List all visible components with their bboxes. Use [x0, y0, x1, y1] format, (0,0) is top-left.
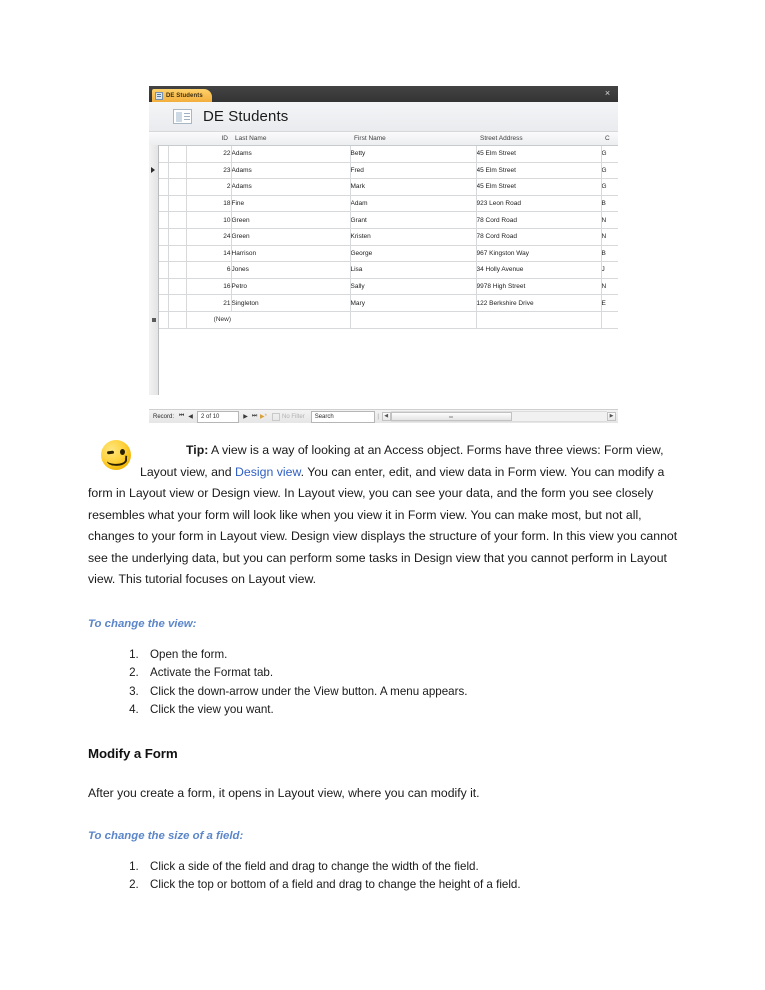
cell-city[interactable]: E: [601, 295, 618, 312]
row-marker: [158, 295, 168, 312]
cell-street-address[interactable]: 45 Elm Street: [476, 179, 601, 196]
row-marker: [158, 311, 168, 328]
cell-last-name[interactable]: Jones: [231, 262, 350, 279]
cell-first-name[interactable]: Mark: [350, 179, 476, 196]
tip-text-after-link: . You can enter, edit, and view data in Form view. You can modify a form in Layout view or Design view. In Layout view, you can see your data, and the form you see closely resembles what your form will look like when you view it in Form view. You can make most, but not all, changes to your form in Layout view. Design view displays the structure of your form. In this view you cannot see the underlying data, but you can perform some tasks in Design view that you cannot perform in Layout view. This tutorial focuses on Layout view.: [88, 464, 678, 586]
row-gap: [168, 278, 186, 295]
row-gap: [168, 228, 186, 245]
table-row[interactable]: [149, 212, 618, 229]
form-view-icon: [173, 109, 192, 124]
row-gap: [168, 262, 186, 279]
row-marker: [158, 146, 168, 163]
new-cell-last-name[interactable]: [231, 311, 350, 328]
table-body: [149, 146, 618, 329]
header-marker: [158, 132, 168, 146]
record-navigation-bar: [149, 409, 618, 423]
row-selector[interactable]: [149, 278, 158, 295]
row-selector[interactable]: [149, 146, 158, 163]
cell-first-name[interactable]: George: [350, 245, 476, 262]
search-input[interactable]: Search: [311, 411, 375, 423]
smiley-mouth: [107, 454, 128, 466]
filter-icon: [272, 413, 280, 421]
document-content: [88, 440, 684, 895]
cell-city[interactable]: G: [601, 146, 618, 163]
table-row[interactable]: [149, 295, 618, 312]
document-tab-label: DE Students: [166, 92, 203, 99]
new-cell-first-name[interactable]: [350, 311, 476, 328]
cell-street-address[interactable]: 78 Cord Road: [476, 228, 601, 245]
column-header-first-name[interactable]: First Name: [350, 132, 476, 146]
section-heading-modify-a-form: Modify a Form: [88, 745, 178, 761]
cell-street-address[interactable]: 9978 High Street: [476, 278, 601, 295]
row-gap: [168, 195, 186, 212]
design-view-link[interactable]: Design view: [235, 464, 301, 479]
cell-city[interactable]: G: [601, 179, 618, 196]
tip-paragraph: [88, 440, 684, 591]
cell-street-address[interactable]: 45 Elm Street: [476, 162, 601, 179]
cell-first-name[interactable]: Fred: [350, 162, 476, 179]
row-marker: [158, 162, 168, 179]
new-cell-street-address[interactable]: [476, 311, 601, 328]
current-record-arrow-icon: [151, 167, 155, 173]
row-marker: [158, 245, 168, 262]
scrollbar-thumb[interactable]: [391, 412, 512, 421]
cell-city[interactable]: N: [601, 212, 618, 229]
header-selector: [149, 132, 158, 146]
list-item: 1. Click a side of the field and drag to change the width of the field.: [142, 858, 684, 877]
filter-status-label: No Filter: [282, 413, 305, 420]
cell-last-name[interactable]: Singleton: [231, 295, 350, 312]
row-selector[interactable]: [149, 228, 158, 245]
row-gap: [168, 179, 186, 196]
new-record-row[interactable]: [149, 311, 618, 328]
row-gap: [168, 245, 186, 262]
column-header-city[interactable]: C: [601, 132, 618, 146]
row-gap: [168, 295, 186, 312]
list-item: 1. Open the form.: [142, 646, 684, 665]
row-selector[interactable]: [149, 179, 158, 196]
table-row[interactable]: [149, 179, 618, 196]
column-header-street-address[interactable]: Street Address: [476, 132, 601, 146]
next-record-button[interactable]: ▶: [243, 414, 248, 420]
cell-city[interactable]: J: [601, 262, 618, 279]
record-position-input[interactable]: 2 of 10: [197, 411, 239, 423]
new-record-label: (New): [186, 311, 231, 328]
horizontal-scrollbar[interactable]: [382, 411, 616, 422]
access-form-screenshot: [149, 86, 618, 423]
form-header: [149, 102, 618, 132]
new-cell-city[interactable]: [601, 311, 618, 328]
document-tab-de-students[interactable]: [152, 89, 212, 102]
cell-city[interactable]: B: [601, 195, 618, 212]
column-header-last-name[interactable]: Last Name: [231, 132, 350, 146]
paragraph-modify-a-form: After you create a form, it opens in Layout view, where you can modify it.: [88, 785, 480, 800]
table-row[interactable]: [149, 162, 618, 179]
cell-first-name[interactable]: Grant: [350, 212, 476, 229]
scrollbar-track[interactable]: [391, 411, 607, 422]
tip-label: Tip:: [186, 443, 209, 457]
row-gap: [168, 162, 186, 179]
cell-last-name[interactable]: Green: [231, 212, 350, 229]
list-item: 2. Activate the Format tab.: [142, 664, 684, 683]
subheading-change-view: To change the view:: [88, 617, 197, 630]
cell-city[interactable]: N: [601, 278, 618, 295]
cell-street-address[interactable]: 923 Leon Road: [476, 195, 601, 212]
cell-first-name[interactable]: Sally: [350, 278, 476, 295]
cell-id[interactable]: 22: [186, 146, 231, 163]
row-marker: [158, 212, 168, 229]
cell-street-address[interactable]: 122 Berkshire Drive: [476, 295, 601, 312]
row-selector-current[interactable]: [149, 162, 158, 179]
cell-id[interactable]: 18: [186, 195, 231, 212]
new-record-star-icon: [152, 318, 156, 322]
row-selector[interactable]: [149, 245, 158, 262]
cell-id[interactable]: 10: [186, 212, 231, 229]
steps-change-view: [88, 646, 684, 720]
table-row[interactable]: [149, 228, 618, 245]
header-gap: [168, 132, 186, 146]
cell-id[interactable]: 6: [186, 262, 231, 279]
cell-street-address[interactable]: 78 Cord Road: [476, 212, 601, 229]
cell-id[interactable]: 16: [186, 278, 231, 295]
cell-first-name[interactable]: Mary: [350, 295, 476, 312]
scroll-right-arrow-icon[interactable]: ▶: [607, 412, 616, 421]
cell-id[interactable]: 14: [186, 245, 231, 262]
cell-last-name[interactable]: Petro: [231, 278, 350, 295]
row-selector[interactable]: [149, 295, 158, 312]
table-row[interactable]: [149, 278, 618, 295]
cell-street-address[interactable]: 34 Holly Avenue: [476, 262, 601, 279]
cell-first-name[interactable]: Adam: [350, 195, 476, 212]
cell-id[interactable]: 2: [186, 179, 231, 196]
cell-id[interactable]: 23: [186, 162, 231, 179]
nav-divider: |: [377, 413, 379, 420]
table-row[interactable]: [149, 146, 618, 163]
row-marker: [158, 195, 168, 212]
cell-first-name[interactable]: Betty: [350, 146, 476, 163]
last-record-button[interactable]: ⏭: [251, 413, 258, 419]
column-header-id[interactable]: ID: [186, 132, 231, 146]
tip-text-before-link: A view is a way of looking at an Access object. Forms have three views: Form view, Layout view, and: [140, 443, 664, 479]
subheading-change-size-of-field: To change the size of a field:: [88, 829, 244, 842]
cell-city[interactable]: G: [601, 162, 618, 179]
steps-change-size: [88, 858, 684, 895]
cell-last-name[interactable]: Adams: [231, 162, 350, 179]
table-header-row: [149, 132, 618, 146]
row-selector[interactable]: [149, 195, 158, 212]
cell-id[interactable]: 21: [186, 295, 231, 312]
cell-street-address[interactable]: 967 Kingston Way: [476, 245, 601, 262]
cell-first-name[interactable]: Lisa: [350, 262, 476, 279]
close-icon[interactable]: ×: [604, 88, 611, 98]
cell-last-name[interactable]: Green: [231, 228, 350, 245]
row-marker: [158, 179, 168, 196]
cell-last-name[interactable]: Harrison: [231, 245, 350, 262]
cell-city[interactable]: B: [601, 245, 618, 262]
smiley-open-eye: [120, 449, 125, 455]
cell-street-address[interactable]: 45 Elm Street: [476, 146, 601, 163]
cell-id[interactable]: 24: [186, 228, 231, 245]
list-item: 2. Click the top or bottom of a field and drag to change the height of a field.: [142, 876, 684, 895]
list-item: 4. Click the view you want.: [142, 701, 684, 720]
cell-first-name[interactable]: Kristen: [350, 228, 476, 245]
new-record-button[interactable]: ▶*: [260, 414, 267, 420]
first-record-button[interactable]: ⏮: [178, 413, 185, 419]
row-gap: [168, 212, 186, 229]
row-marker: [158, 262, 168, 279]
cell-city[interactable]: N: [601, 228, 618, 245]
record-nav-label: Record:: [153, 413, 175, 420]
table-row[interactable]: [149, 262, 618, 279]
cell-last-name[interactable]: Fine: [231, 195, 350, 212]
row-marker: [158, 228, 168, 245]
form-title: DE Students: [203, 108, 289, 125]
table-row[interactable]: [149, 245, 618, 262]
cell-last-name[interactable]: Adams: [231, 179, 350, 196]
records-table: [149, 132, 618, 329]
table-row[interactable]: [149, 195, 618, 212]
access-title-bar: [149, 86, 618, 102]
list-item: 3. Click the down-arrow under the View button. A menu appears.: [142, 683, 684, 702]
row-marker: [158, 278, 168, 295]
winking-smiley-icon: [101, 440, 131, 470]
table-icon: [155, 92, 163, 100]
cell-last-name[interactable]: Adams: [231, 146, 350, 163]
row-gap: [168, 311, 186, 328]
row-selector[interactable]: [149, 212, 158, 229]
row-selector[interactable]: [149, 262, 158, 279]
filter-status-button[interactable]: [268, 413, 309, 421]
datasheet-grid: [149, 132, 618, 395]
scroll-left-arrow-icon[interactable]: ◀: [382, 412, 391, 421]
new-row-selector[interactable]: [149, 311, 158, 328]
row-gap: [168, 146, 186, 163]
previous-record-button[interactable]: ◀: [188, 414, 193, 420]
